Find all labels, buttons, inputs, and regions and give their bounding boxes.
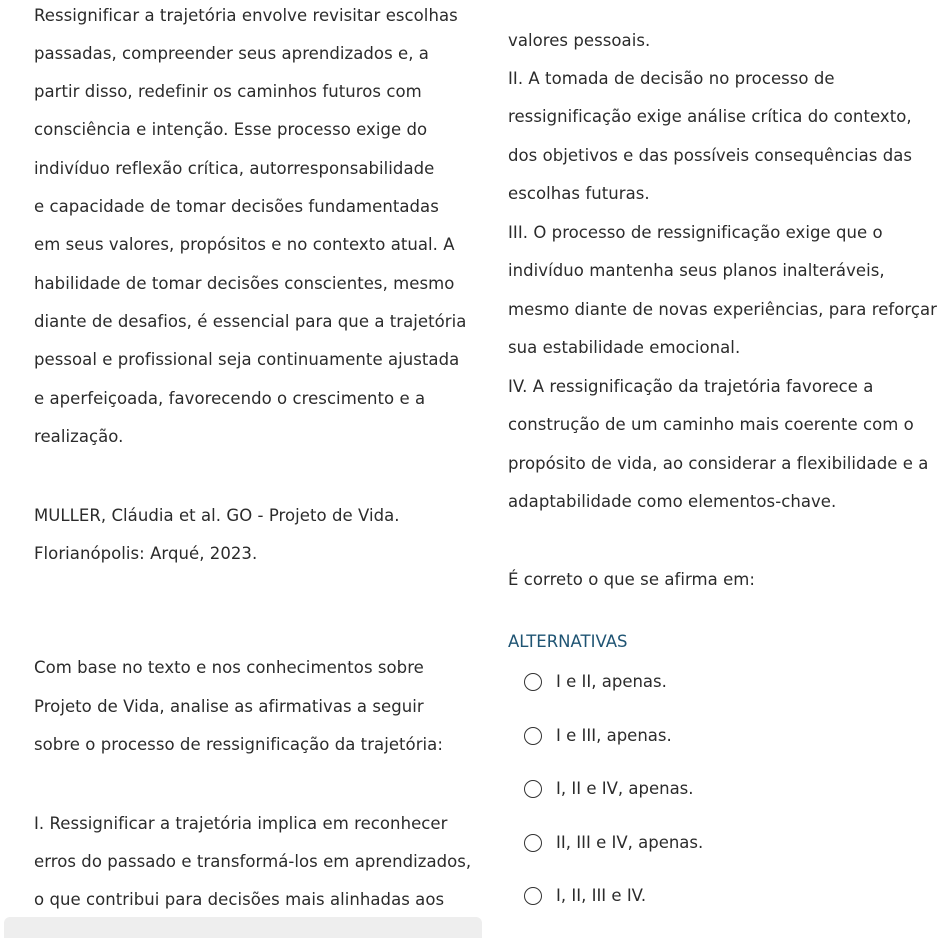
intro-line: e aperfeiçoada, favorecendo o crescimento e a — [34, 389, 426, 408]
alternative-label: I, II, III e IV. — [556, 886, 647, 905]
alternative-option[interactable] — [524, 777, 694, 801]
alternative-label: I e III, apenas. — [556, 726, 672, 745]
statement-line: adaptabilidade como elementos-chave. — [508, 492, 837, 511]
intro-line: realização. — [34, 427, 124, 446]
alternatives-heading: ALTERNATIVAS — [508, 632, 628, 651]
intro-line: Ressignificar a trajetória envolve revisitar escolhas — [34, 6, 458, 25]
citation-line: Florianópolis: Arqué, 2023. — [34, 544, 258, 563]
statement-line: indivíduo mantenha seus planos inalteráveis, — [508, 261, 885, 280]
intro-line: passadas, compreender seus aprendizados e, a — [34, 44, 429, 63]
intro-line: e capacidade de tomar decisões fundamentadas — [34, 197, 439, 216]
alternative-option[interactable] — [524, 670, 667, 694]
alternative-label: I, II e IV, apenas. — [556, 779, 694, 798]
statement-line: propósito de vida, ao considerar a flexibilidade e a — [508, 454, 929, 473]
statement-line: sua estabilidade emocional. — [508, 338, 741, 357]
statement-line: II. A tomada de decisão no processo de — [508, 69, 835, 88]
radio-button-icon[interactable] — [524, 673, 542, 691]
alternative-option[interactable] — [524, 884, 646, 908]
statement-line: III. O processo de ressignificação exige que o — [508, 223, 883, 242]
statement-line: o que contribui para decisões mais alinhadas aos — [34, 890, 445, 909]
intro-line: consciência e intenção. Esse processo exige do — [34, 120, 428, 139]
radio-button-icon[interactable] — [524, 887, 542, 905]
question-text: É correto o que se afirma em: — [508, 570, 756, 589]
prompt-line: sobre o processo de ressignificação da trajetória: — [34, 735, 443, 754]
alternative-label: II, III e IV, apenas. — [556, 833, 704, 852]
intro-line: partir disso, redefinir os caminhos futuros com — [34, 82, 422, 101]
radio-button-icon[interactable] — [524, 727, 542, 745]
statement-line: dos objetivos e das possíveis consequências das — [508, 146, 913, 165]
statement-line: valores pessoais. — [508, 31, 651, 50]
statement-line: escolhas futuras. — [508, 184, 650, 203]
intro-line: pessoal e profissional seja continuamente ajustada — [34, 350, 460, 369]
statement-line: erros do passado e transformá-los em aprendizados, — [34, 852, 472, 871]
statement-line: I. Ressignificar a trajetória implica em reconhecer — [34, 814, 448, 833]
statement-line: ressignificação exige análise crítica do contexto, — [508, 107, 912, 126]
alternative-option[interactable] — [524, 831, 703, 855]
citation-line: MULLER, Cláudia et al. GO - Projeto de Vida. — [34, 506, 400, 525]
prompt-line: Projeto de Vida, analise as afirmativas a seguir — [34, 697, 424, 716]
radio-button-icon[interactable] — [524, 834, 542, 852]
statement-line: IV. A ressignificação da trajetória favorece a — [508, 377, 874, 396]
intro-line: em seus valores, propósitos e no contexto atual. A — [34, 235, 455, 254]
alternative-label: I e II, apenas. — [556, 672, 667, 691]
statement-line: construção de um caminho mais coerente com o — [508, 415, 914, 434]
alternative-option[interactable] — [524, 724, 672, 748]
intro-line: habilidade de tomar decisões conscientes, mesmo — [34, 274, 455, 293]
intro-line: diante de desafios, é essencial para que a trajetória — [34, 312, 467, 331]
statement-line: mesmo diante de novas experiências, para reforçar — [508, 300, 937, 319]
radio-button-icon[interactable] — [524, 780, 542, 798]
intro-line: indivíduo reflexão crítica, autorresponsabilidade — [34, 159, 435, 178]
bottom-scroll-bar — [4, 917, 482, 938]
prompt-line: Com base no texto e nos conhecimentos sobre — [34, 658, 424, 677]
